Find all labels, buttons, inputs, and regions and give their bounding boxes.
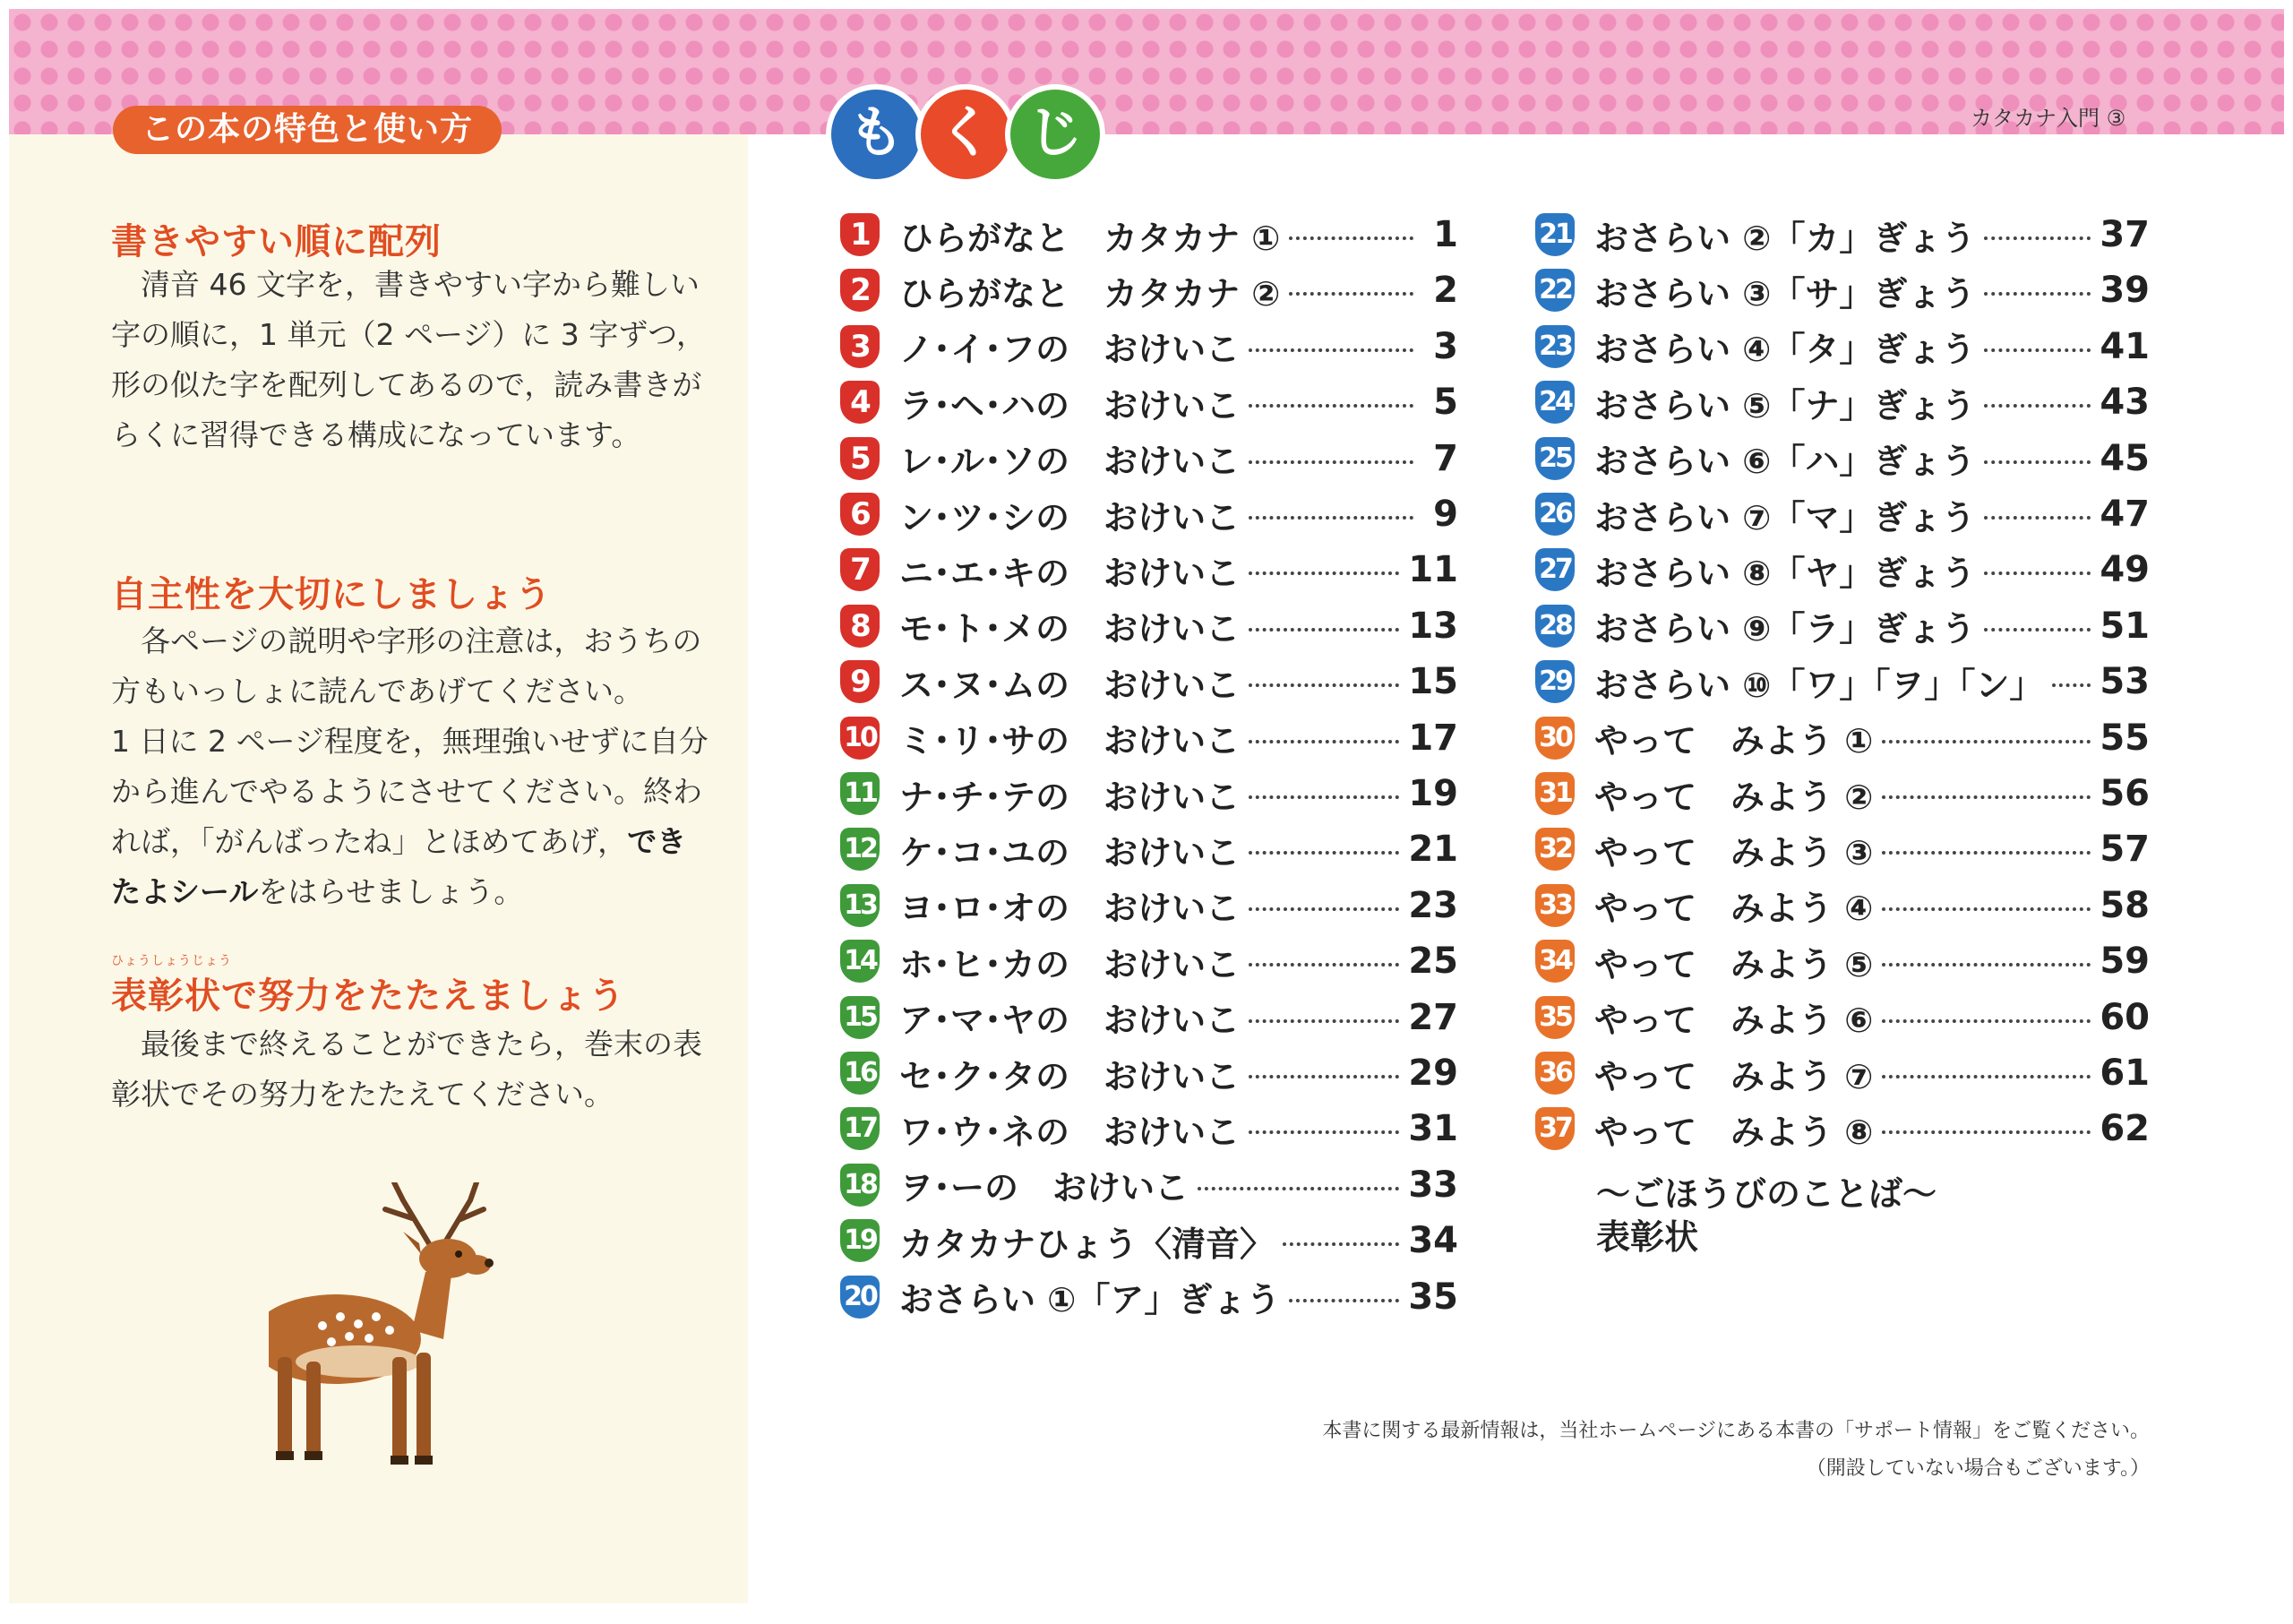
dot-leader	[1984, 516, 2091, 520]
toc-entry	[1535, 545, 2150, 595]
dot-leader	[1249, 851, 1399, 855]
toc-entry	[840, 1216, 1458, 1266]
toc-entry-title: やって みよう ③	[1594, 832, 1874, 872]
heading-independence: 自主性を大切にしましょう	[111, 574, 552, 615]
dot-leader	[1249, 1075, 1399, 1078]
toc-entry	[1535, 601, 2150, 651]
toc-entry	[840, 881, 1458, 931]
heading-writing-order: 書きやすい順に配列	[111, 221, 442, 262]
toc-entry-title: ワ･ウ･ネの おけいこ	[899, 1112, 1241, 1152]
logo-char-ji: じ	[1010, 90, 1100, 179]
toc-entry-page: 58	[2100, 884, 2150, 926]
toc-entry-page: 15	[1408, 661, 1458, 703]
unit-number-badge: 26	[1535, 493, 1575, 536]
toc-entry-title: モ･ト･メの おけいこ	[899, 609, 1241, 649]
unit-number-badge: 29	[1535, 660, 1575, 703]
dot-leader	[1984, 628, 2091, 632]
toc-entry	[1535, 713, 2150, 763]
unit-number-badge: 28	[1535, 605, 1575, 648]
toc-entry-title: おさらい ②「カ」ぎょう	[1594, 218, 1976, 258]
dot-leader	[1283, 1242, 1399, 1246]
toc-entry-page: 34	[1408, 1220, 1458, 1262]
unit-number-badge: 35	[1535, 996, 1575, 1039]
unit-number-badge: 1	[840, 213, 880, 256]
toc-entry	[1535, 1104, 2150, 1154]
toc-entry-title: カタカナひょう〈清音〉	[899, 1224, 1275, 1264]
toc-entry-title: ケ･コ･ユの おけいこ	[899, 832, 1241, 872]
toc-entry-title: おさらい ④「タ」ぎょう	[1594, 330, 1976, 370]
dot-leader	[1984, 348, 2091, 352]
toc-entry-page: 9	[1433, 494, 1458, 535]
unit-number-badge: 15	[840, 996, 880, 1039]
toc-entry-title: おさらい ⑤「ナ」ぎょう	[1594, 385, 1976, 425]
toc-entry-page: 55	[2100, 717, 2150, 759]
dot-leader	[2052, 683, 2091, 687]
toc-entry	[1535, 1048, 2150, 1098]
toc-entry	[840, 210, 1458, 260]
toc-entry-title: セ･ク･タの おけいこ	[899, 1056, 1241, 1096]
sticker-highlight: できたよシール	[111, 824, 687, 909]
toc-entry	[840, 824, 1458, 874]
dot-leader	[1289, 292, 1413, 296]
deer-illustration	[269, 1182, 537, 1478]
unit-number-badge: 19	[840, 1219, 880, 1262]
para-certificate-text: 最後まで終えることができたら，巻末の表彰状でその努力をたたえてください。	[111, 1027, 702, 1112]
dot-leader	[1882, 1130, 2091, 1134]
toc-entry-page: 41	[2100, 325, 2150, 367]
toc-entry	[840, 992, 1458, 1043]
toc-entry-page: 51	[2100, 605, 2150, 647]
unit-number-badge: 27	[1535, 548, 1575, 591]
dot-leader	[1882, 963, 2091, 967]
toc-entry-page: 35	[1408, 1276, 1458, 1318]
unit-number-badge: 22	[1535, 269, 1575, 312]
unit-number-badge: 17	[840, 1107, 880, 1150]
unit-number-badge: 11	[840, 772, 880, 815]
dot-leader	[1882, 795, 2091, 799]
toc-entry-title: やって みよう ②	[1594, 777, 1874, 817]
toc-entry-page: 60	[2100, 996, 2150, 1038]
dot-leader	[1289, 1299, 1399, 1302]
toc-entry-title: やって みよう ⑥	[1594, 1001, 1874, 1041]
unit-number-badge: 36	[1535, 1052, 1575, 1095]
para-independence-text-2a: 1 日に 2 ページ程度を，無理強いせずに自分から進んでやるようにさせてください。終われば，「がんばったね」とほめてあげ，	[111, 724, 709, 859]
toc-extra-certificate: 表彰状	[1596, 1217, 1699, 1257]
toc-entry-page: 37	[2100, 214, 2150, 255]
toc-entry-title: ひらがなと カタカナ ②	[899, 273, 1281, 314]
dot-leader	[1984, 236, 2091, 240]
toc-entry-title: ひらがなと カタカナ ①	[899, 218, 1281, 258]
unit-number-badge: 32	[1535, 828, 1575, 871]
dot-leader	[1249, 907, 1399, 911]
para-independence-text-2	[111, 717, 711, 917]
toc-entry-page: 7	[1433, 437, 1458, 479]
heading-certificate: 表彰状で努力をたたえましょう	[111, 975, 625, 1017]
para-writing-order-text: 清音 46 文字を，書きやすい字から難しい字の順に，1 単元（2 ページ）に 3 字ずつ，形の似た字を配列してあるので，読み書きがらくに習得できる構成になっています。	[111, 267, 706, 452]
toc-entry-title: ス･ヌ･ムの おけいこ	[899, 665, 1241, 705]
toc-entry	[1535, 992, 2150, 1043]
toc-entry-page: 62	[2100, 1108, 2150, 1150]
para-certificate	[111, 1019, 711, 1120]
unit-number-badge: 23	[1535, 325, 1575, 368]
para-independence-text-2b: をはらせましょう。	[258, 874, 524, 909]
unit-number-badge: 25	[1535, 437, 1575, 480]
toc-entry	[1535, 265, 2150, 315]
toc-entry-page: 43	[2100, 382, 2150, 424]
toc-entry	[840, 601, 1458, 651]
dot-leader	[1249, 683, 1399, 687]
toc-entry	[840, 936, 1458, 986]
toc-entry-title: ヨ･ロ･オの おけいこ	[899, 889, 1241, 929]
unit-number-badge: 7	[840, 548, 880, 591]
unit-number-badge: 13	[840, 884, 880, 927]
unit-number-badge: 33	[1535, 884, 1575, 927]
toc-entry-page: 27	[1408, 996, 1458, 1038]
toc-entry	[1535, 824, 2150, 874]
toc-entry	[840, 545, 1458, 595]
dot-leader	[1984, 292, 2091, 296]
dot-leader	[1249, 516, 1413, 520]
dot-leader	[1249, 571, 1399, 575]
unit-number-badge: 6	[840, 493, 880, 536]
toc-entry	[1535, 936, 2150, 986]
unit-number-badge: 14	[840, 940, 880, 983]
toc-entry	[840, 265, 1458, 315]
toc-entry-page: 29	[1408, 1053, 1458, 1094]
dot-leader	[1984, 571, 2091, 575]
para-writing-order	[111, 260, 711, 460]
toc-entry	[840, 713, 1458, 763]
toc-entry-page: 13	[1408, 605, 1458, 647]
heading-certificate-ruby: ひょうしょうじょう	[111, 954, 232, 968]
dot-leader	[1249, 1019, 1399, 1023]
toc-entry-page: 33	[1408, 1164, 1458, 1206]
dot-leader	[1249, 628, 1399, 632]
toc-entry-page: 49	[2100, 549, 2150, 591]
dot-leader	[1882, 851, 2091, 855]
toc-entry	[1535, 769, 2150, 819]
toc-entry-title: おさらい ⑧「ヤ」ぎょう	[1594, 553, 1976, 593]
dot-leader	[1249, 963, 1399, 967]
logo-char-ku: く	[921, 90, 1010, 179]
book-subject: カタカナ入門 ③	[1971, 106, 2126, 131]
toc-entry-title: おさらい ①「ア」ぎょう	[899, 1280, 1281, 1320]
dot-leader	[1882, 740, 2091, 743]
toc-entry	[1535, 657, 2150, 707]
dot-leader	[1882, 907, 2091, 911]
toc-entry-page: 19	[1408, 773, 1458, 814]
toc-entry	[840, 1104, 1458, 1154]
unit-number-badge: 34	[1535, 940, 1575, 983]
dot-leader	[1249, 795, 1399, 799]
toc-entry-page: 25	[1408, 941, 1458, 983]
unit-number-badge: 16	[840, 1052, 880, 1095]
toc-entry	[840, 1272, 1458, 1322]
toc-entry	[840, 377, 1458, 427]
toc-entry-page: 45	[2100, 437, 2150, 479]
toc-entry-page: 39	[2100, 270, 2150, 312]
toc-entry-page: 11	[1408, 549, 1458, 591]
dot-leader	[1289, 236, 1413, 240]
toc-entry	[840, 322, 1458, 372]
dot-leader	[1882, 1075, 2091, 1078]
unit-number-badge: 31	[1535, 772, 1575, 815]
toc-entry-page: 3	[1433, 325, 1458, 367]
toc-entry	[840, 769, 1458, 819]
dot-leader	[1984, 404, 2091, 408]
toc-entry-page: 5	[1433, 382, 1458, 424]
toc-entry-title: やって みよう ⑦	[1594, 1056, 1874, 1096]
unit-number-badge: 5	[840, 437, 880, 480]
toc-entry	[840, 434, 1458, 484]
toc-entry-page: 61	[2100, 1053, 2150, 1094]
para-independence-text-1: 各ページの説明や字形の注意は，おうちの方もいっしょに読んであげてください。	[111, 623, 702, 709]
toc-entry-page: 2	[1433, 270, 1458, 312]
toc-entry-page: 23	[1408, 884, 1458, 926]
notice-line-1: 本書に関する最新情報は，当社ホームページにある本書の「サポート情報」をご覧ください。	[1322, 1420, 2150, 1442]
section-tag: この本の特色と使い方	[113, 106, 502, 154]
toc-entry-title: ラ･ヘ･ハの おけいこ	[899, 385, 1241, 425]
toc-entry	[1535, 210, 2150, 260]
unit-number-badge: 21	[1535, 213, 1575, 256]
toc-entry-title: やって みよう ④	[1594, 889, 1874, 929]
toc-entry-title: レ･ル･ソの おけいこ	[899, 442, 1241, 482]
toc-entry-title: おさらい ⑥「ハ」ぎょう	[1594, 442, 1976, 482]
toc-entry-title: ホ･ヒ･カの おけいこ	[899, 944, 1241, 984]
toc-entry-title: やって みよう ⑧	[1594, 1112, 1874, 1152]
unit-number-badge: 37	[1535, 1107, 1575, 1150]
unit-number-badge: 3	[840, 325, 880, 368]
unit-number-badge: 2	[840, 269, 880, 312]
toc-entry-page: 53	[2100, 661, 2150, 703]
toc-entry-page: 17	[1408, 717, 1458, 759]
toc-entry	[1535, 489, 2150, 539]
dot-leader	[1249, 404, 1413, 408]
dot-leader	[1198, 1187, 1399, 1190]
dot-leader	[1249, 348, 1413, 352]
dot-leader	[1984, 460, 2091, 464]
toc-entry-title: おさらい ⑦「マ」ぎょう	[1594, 497, 1976, 537]
para-independence	[111, 616, 711, 917]
toc-entry-page: 31	[1408, 1108, 1458, 1150]
dot-leader	[1249, 1130, 1399, 1134]
toc-entry-page: 47	[2100, 494, 2150, 535]
toc-entry-title: ノ･イ･フの おけいこ	[899, 330, 1241, 370]
notice-line-2: （開設していない場合もございます。）	[1806, 1457, 2150, 1480]
toc-entry	[840, 1048, 1458, 1098]
toc-extra-reward-words: ～ごほうびのことば～	[1596, 1174, 1937, 1214]
dot-leader	[1249, 460, 1413, 464]
unit-number-badge: 18	[840, 1164, 880, 1207]
unit-number-badge: 30	[1535, 717, 1575, 760]
logo-char-mo: も	[831, 90, 921, 179]
toc-entry	[840, 1160, 1458, 1210]
unit-number-badge: 9	[840, 660, 880, 703]
toc-entry-title: ン･ツ･シの おけいこ	[899, 497, 1241, 537]
toc-entry-title: おさらい ⑩「ワ」「ヲ」「ン」	[1594, 665, 2044, 705]
toc-entry-title: ア･マ･ヤの おけいこ	[899, 1001, 1241, 1041]
toc-entry	[1535, 434, 2150, 484]
toc-entry-title: やって みよう ①	[1594, 721, 1874, 761]
toc-entry-title: ミ･リ･サの おけいこ	[899, 721, 1241, 761]
toc-entry	[1535, 322, 2150, 372]
unit-number-badge: 8	[840, 605, 880, 648]
toc-entry-title: おさらい ③「サ」ぎょう	[1594, 273, 1976, 314]
toc-entry-page: 59	[2100, 941, 2150, 983]
unit-number-badge: 12	[840, 828, 880, 871]
toc-entry-page: 1	[1433, 214, 1458, 255]
dot-leader	[1249, 740, 1399, 743]
toc-entry	[840, 489, 1458, 539]
toc-entry-title: ヲ･ーの おけいこ	[899, 1168, 1189, 1208]
unit-number-badge: 10	[840, 717, 880, 760]
toc-entry-title: ナ･チ･テの おけいこ	[899, 777, 1241, 817]
unit-number-badge: 20	[840, 1276, 880, 1319]
toc-entry-page: 21	[1408, 829, 1458, 871]
dot-leader	[1882, 1019, 2091, 1023]
toc-entry-page: 57	[2100, 829, 2150, 871]
unit-number-badge: 4	[840, 381, 880, 424]
toc-entry-page: 56	[2100, 773, 2150, 814]
toc-entry-title: ニ･エ･キの おけいこ	[899, 553, 1241, 593]
unit-number-badge: 24	[1535, 381, 1575, 424]
toc-entry-title: やって みよう ⑤	[1594, 944, 1874, 984]
toc-entry	[1535, 377, 2150, 427]
toc-entry	[840, 657, 1458, 707]
toc-entry-title: おさらい ⑨「ラ」ぎょう	[1594, 609, 1976, 649]
toc-entry	[1535, 881, 2150, 931]
